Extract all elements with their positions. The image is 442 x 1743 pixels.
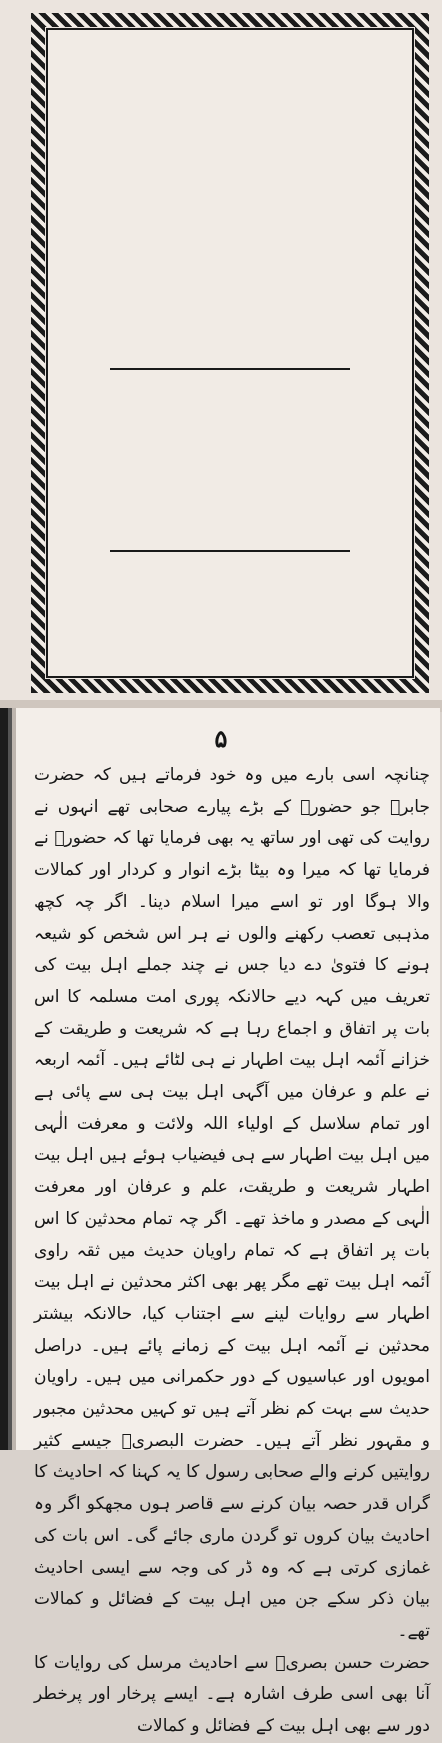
book-spine-edge bbox=[0, 708, 16, 1450]
divider-rule bbox=[110, 550, 350, 552]
page-number: ۵ bbox=[214, 724, 228, 753]
paragraph: حضرت حسن بصریؒ سے احادیث مرسل کی روایات کا آنا بھی اسی طرف اشارہ ہے۔ ایسے پرخار اور پرخطر دور سے بھی اہل بیت کے فضائل و کمالات bbox=[34, 1652, 430, 1737]
divider-rule bbox=[110, 368, 350, 370]
body-text bbox=[34, 760, 430, 1743]
title-panel bbox=[46, 28, 414, 678]
paragraph: چنانچہ اسی بارے میں وہ خود فرماتے ہیں کہ حضرت جابرؓ جو حضورؐ کے بڑے پیارے صحابی تھے انہوں نے روایت کی تھی اور ساتھ یہ بھی فرمایا تھا کہ حضورؐ نے فرمایا تھا کہ میرا وہ بیٹا بڑے انوار و کردار اور کمالات والا ہوگا اور تو اسے میرا اسلام دینا۔ اگر چہ کچھ مذہبی تعصب رکھنے والوں نے ہر اس شخص کو شیعہ ہونے کا فتویٰ دے دیا جس نے چند جملے اہل بیت کی تعریف میں کہہ دیے حالانکہ پوری امت مسلمہ کا اس بات پر اتفاق و اجماع رہا ہے کہ شریعت و طریقت کے خزانے آئمہ اہل بیت اطہار نے ہی لٹائے ہیں۔ آئمہ اربعہ نے علم و عرفان میں آگہی اہل بیت ہی سے پائی ہے اور تمام سلاسل کے اولیاء اللہ ولائت و معرفت الٰہی میں اہل بیت اطہار سے ہی فیضیاب ہوئے ہیں اہل بیت اطہار شریعت و طریقت، علم و عرفان اور معرفت الٰہی کے مصدر و ماخذ تھے۔ اگر چہ تمام محدثین کا اس بات پر اتفاق ہے کہ تمام راویان حدیث میں ثقہ راوی آئمہ اہل بیت تھے مگر پھر بھی اکثر محدثین نے اہل بیت اطہار سے روایات لینے سے اجتناب کیا، حالانکہ بیشتر محدثین نے آئمہ اہل بیت کے زمانے پائے ہیں۔ دراصل امویوں اور عباسیوں کے دور حکمرانی میں ہیں۔ راویان حدیث سے بہت کم نظر آتے ہیں تو کہیں محدثین مجبور و مقہور نظر آتے ہیں۔ حضرت البصریؒ جیسے کثیر روایتیں کرنے والے صحابی رسول کا یہ کہنا کہ احادیث کا گراں قدر حصہ بیان کرنے سے قاصر ہوں مجھکو اگر وہ احادیث بیان کروں تو گردن ماری جائے گی۔ اس بات کی غمازی کرتی ہے کہ وہ ڈر کی وجہ سے ایسی احادیث بیان ذکر سکے جن میں اہل بیت کے فضائل و کمالات تھے۔ bbox=[34, 765, 430, 1641]
